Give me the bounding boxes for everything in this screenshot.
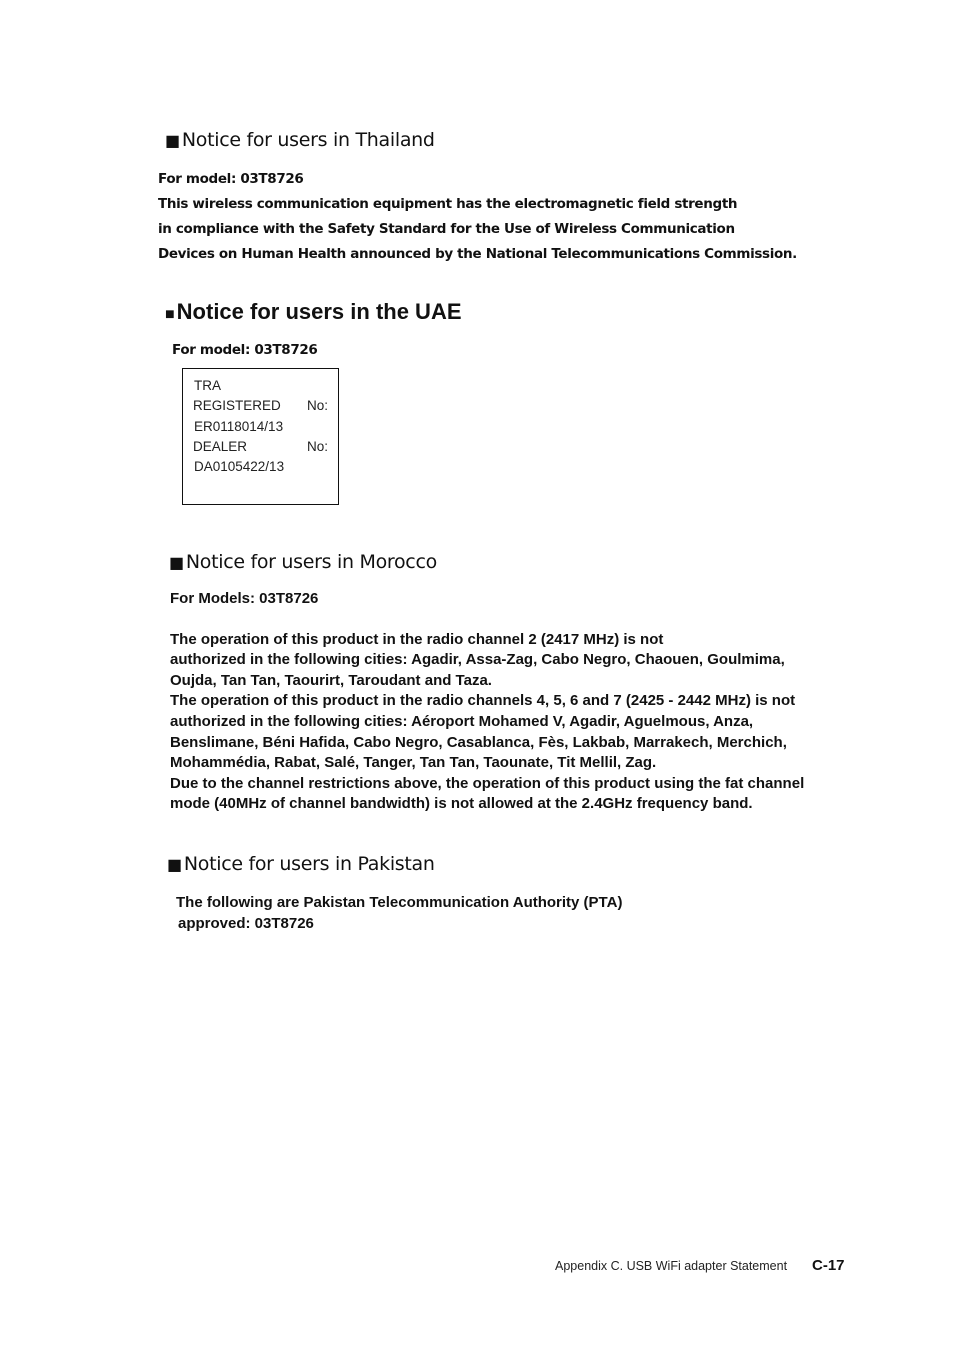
footer-section-title: Appendix C. USB WiFi adapter Statement (555, 1259, 788, 1273)
tra-dealer-label: DEALER (193, 439, 248, 454)
uae-model: For model: 03T8726 (172, 342, 318, 358)
tra-dealer-no-label: No: (307, 439, 329, 454)
morocco-line: Due to the channel restrictions above, the operation of this product using the fat channel (170, 775, 805, 792)
morocco-model: For Models: 03T8726 (170, 590, 319, 607)
square-bullet-icon: ■ (167, 855, 182, 874)
pakistan-heading-text: Notice for users in Pakistan (183, 853, 435, 875)
morocco-line: authorized in the following cities: Agadir, Assa-Zag, Cabo Negro, Chaouen, Goulmima, (170, 651, 785, 668)
square-bullet-icon: ■ (169, 553, 184, 572)
morocco-line: Oujda, Tan Tan, Taourirt, Taroudant and Taza. (170, 672, 492, 689)
thailand-model: For model: 03T8726 (158, 171, 304, 187)
tra-registered-label: REGISTERED (193, 398, 281, 413)
thailand-line: Devices on Human Health announced by the National Telecommunications Commission. (158, 246, 797, 262)
tra-registration-box (182, 368, 339, 505)
uae-heading (165, 299, 462, 325)
uae-heading-text: Notice for users in the UAE (176, 299, 462, 324)
tra-registered-no-label: No: (307, 398, 329, 413)
tra-label: TRA (194, 378, 221, 393)
thailand-heading-text: Notice for users in Thailand (181, 129, 435, 151)
tra-registered-number: ER0118014/13 (194, 419, 284, 434)
morocco-heading (169, 551, 437, 573)
morocco-line: The operation of this product in the radio channel 2 (2417 MHz) is not (170, 631, 664, 648)
tra-dealer-number: DA0105422/13 (194, 459, 285, 474)
morocco-line: The operation of this product in the radio channels 4, 5, 6 and 7 (2425 - 2442 MHz) is not (170, 692, 796, 709)
square-bullet-icon: ■ (165, 306, 175, 323)
pakistan-line: approved: 03T8726 (178, 915, 314, 932)
morocco-line: Benslimane, Béni Hafida, Cabo Negro, Casablanca, Fès, Lakbab, Marrakech, Merchich, (170, 734, 787, 751)
page-number: C-17 (812, 1257, 845, 1274)
pakistan-line: The following are Pakistan Telecommunication Authority (PTA) (176, 894, 623, 911)
thailand-line: This wireless communication equipment has the electromagnetic field strength (158, 196, 738, 212)
thailand-line: in compliance with the Safety Standard for the Use of Wireless Communication (158, 221, 735, 237)
morocco-line: mode (40MHz of channel bandwidth) is not allowed at the 2.4GHz frequency band. (170, 795, 753, 812)
thailand-heading (165, 129, 435, 151)
pakistan-heading (167, 853, 435, 875)
morocco-line: Mohammédia, Rabat, Salé, Tanger, Tan Tan, Taounate, Tit Mellil, Zag. (170, 754, 657, 771)
morocco-heading-text: Notice for users in Morocco (185, 551, 437, 573)
square-bullet-icon: ■ (165, 131, 180, 150)
morocco-line: authorized in the following cities: Aéroport Mohamed V, Agadir, Aguelmous, Anza, (170, 713, 754, 730)
